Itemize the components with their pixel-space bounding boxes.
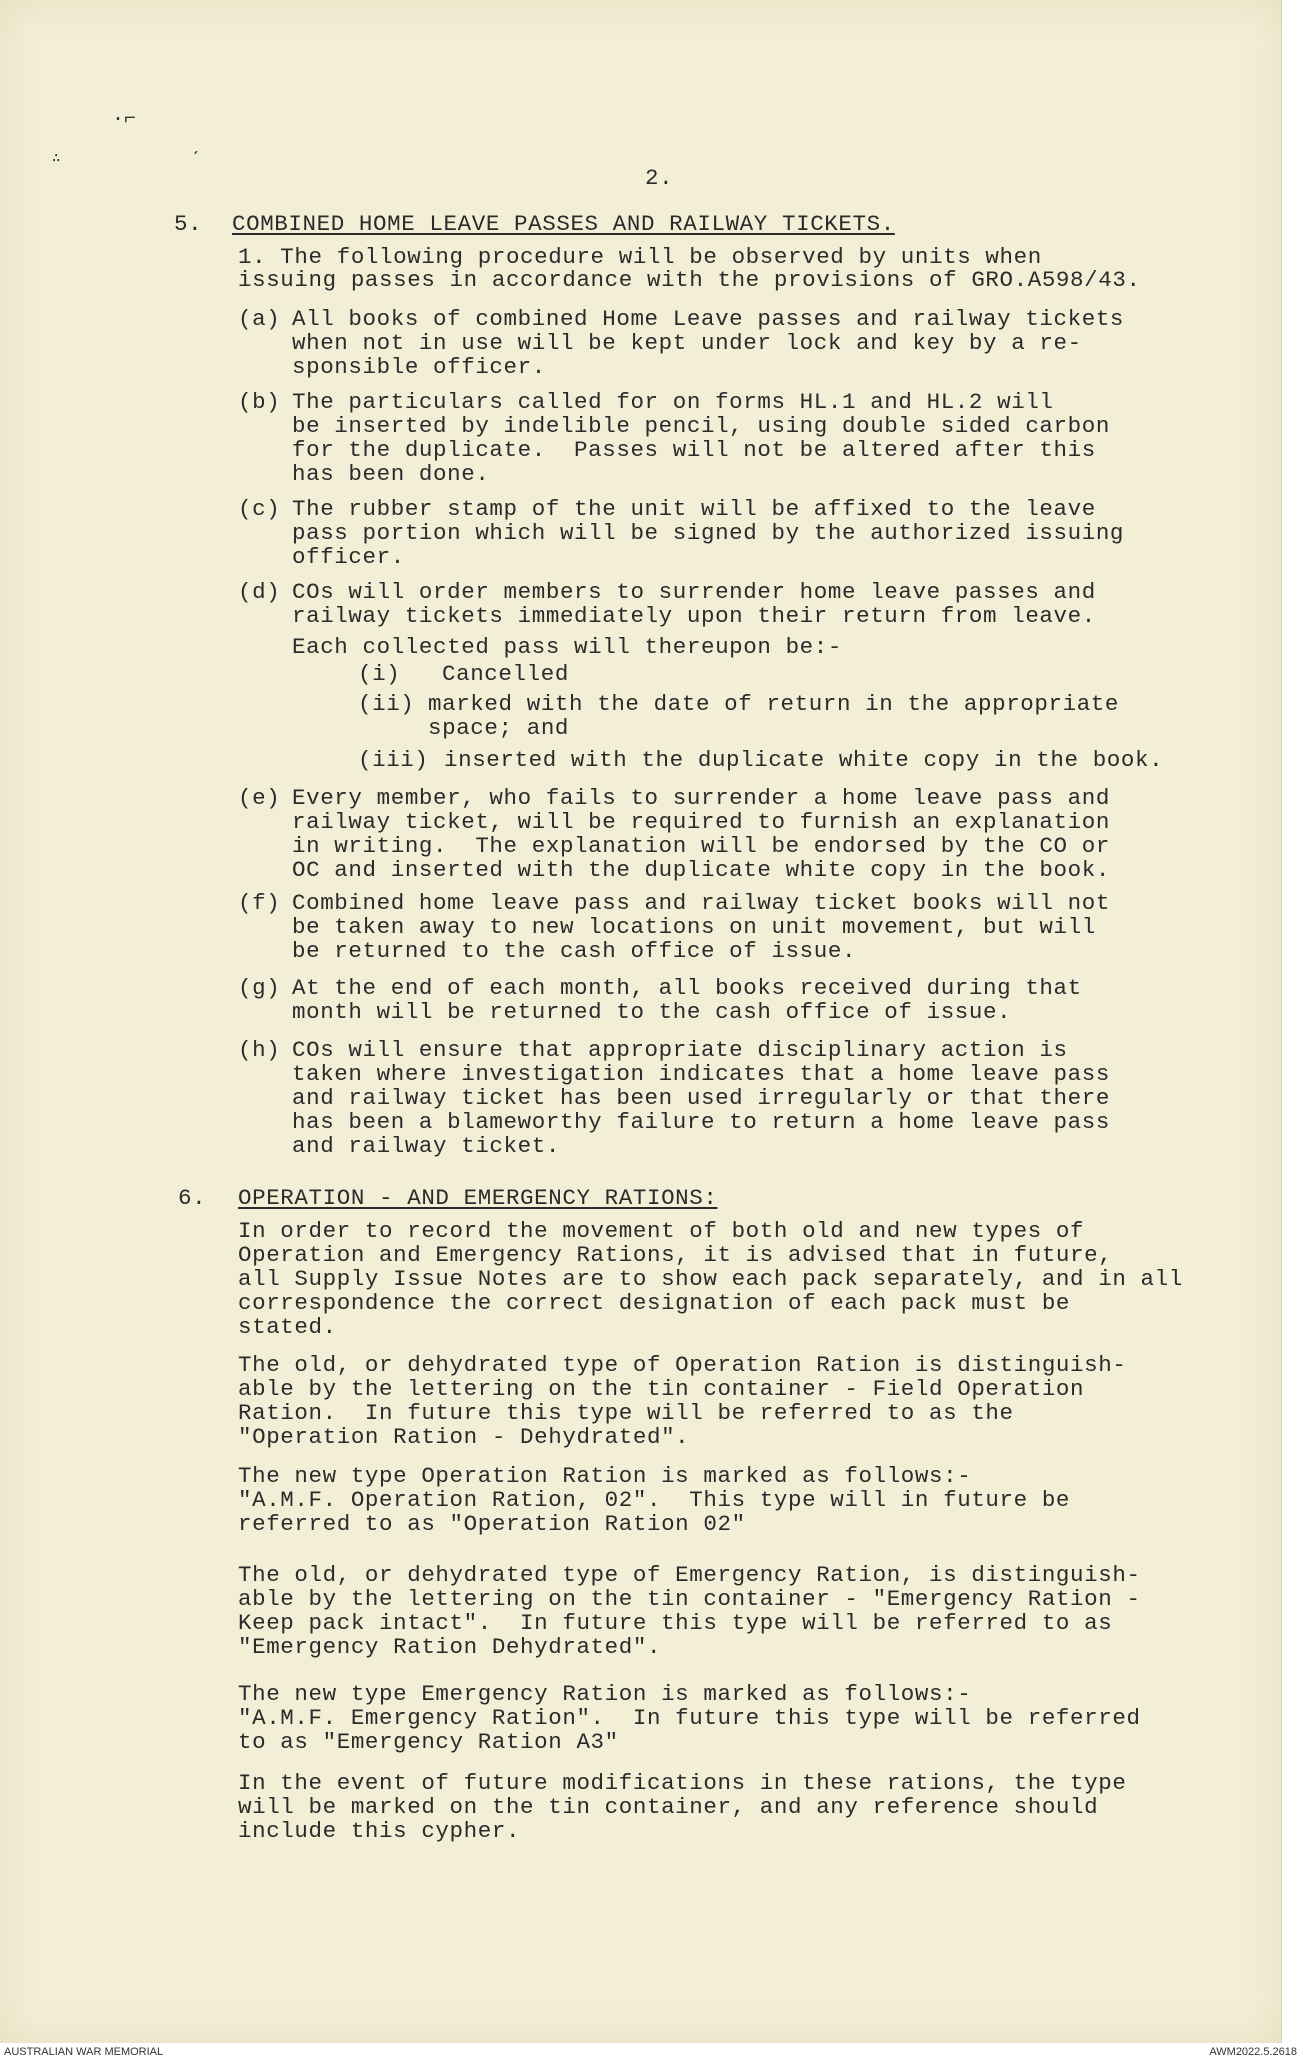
sub-item-label: (iii) <box>358 747 429 773</box>
paragraph-line: The old, or dehydrated type of Emergency Ration, is distinguish- <box>238 1562 1141 1588</box>
page-number: 2. <box>645 165 674 191</box>
list-item-text: At the end of each month, all books received during that <box>292 975 1082 1001</box>
list-item-label: (f) <box>238 890 281 916</box>
paragraph-line: "A.M.F. Operation Ration, 02". This type will in future be <box>238 1487 1071 1513</box>
list-item-label: (b) <box>238 389 281 415</box>
sub-item-text: space; and <box>428 715 570 741</box>
paragraph-line: "A.M.F. Emergency Ration". In future this type will be referred <box>238 1705 1141 1731</box>
ink-mark: ·⌐ <box>112 108 137 131</box>
list-item-text: sponsible officer. <box>292 354 546 380</box>
list-item-label: (h) <box>238 1037 281 1063</box>
page-edge <box>1281 0 1303 2043</box>
list-item-text: has been done. <box>292 461 490 487</box>
sub-item-text: Cancelled <box>442 661 569 687</box>
list-item-label: (g) <box>238 975 281 1001</box>
section-heading: COMBINED HOME LEAVE PASSES AND RAILWAY TICKETS. <box>232 211 895 237</box>
list-item-text: railway tickets immediately upon their return from leave. <box>292 603 1096 629</box>
list-item-label: (e) <box>238 785 281 811</box>
archive-footer <box>0 2043 1303 2061</box>
paragraph-line: "Operation Ration - Dehydrated". <box>238 1424 690 1450</box>
paragraph-line: all Supply Issue Notes are to show each pack separately, and in all <box>238 1266 1183 1292</box>
list-item-text: Every member, who fails to surrender a home leave pass and <box>292 785 1110 811</box>
list-item-text: pass portion which will be signed by the authorized issuing <box>292 520 1125 546</box>
sub-item-label: (ii) <box>358 691 415 717</box>
paragraph-line: will be marked on the tin container, and any reference should <box>238 1794 1099 1820</box>
list-item-text: be inserted by indelible pencil, using double sided carbon <box>292 413 1110 439</box>
list-item-text: in writing. The explanation will be endorsed by the CO or <box>292 833 1110 859</box>
paragraph-line: referred to as "Operation Ration 02" <box>238 1511 746 1537</box>
list-item-label: (d) <box>238 579 281 605</box>
footer-institution: AUSTRALIAN WAR MEMORIAL <box>4 2046 164 2058</box>
list-item-text: and railway ticket. <box>292 1133 560 1159</box>
list-item-text: be returned to the cash office of issue. <box>292 938 857 964</box>
list-item-label: (c) <box>238 496 281 522</box>
list-item-text: COs will order members to surrender home leave passes and <box>292 579 1096 605</box>
paragraph-line: include this cypher. <box>238 1818 521 1844</box>
list-item-text: The rubber stamp of the unit will be affixed to the leave <box>292 496 1096 522</box>
paragraph-line: Operation and Emergency Rations, it is advised that in future, <box>238 1242 1113 1268</box>
list-item-text: and railway ticket has been used irregularly or that there <box>292 1085 1110 1111</box>
section-number: 5. <box>174 211 203 237</box>
list-item-text: The particulars called for on forms HL.1 and HL.2 will <box>292 389 1054 415</box>
list-item-text: COs will ensure that appropriate disciplinary action is <box>292 1037 1068 1063</box>
list-item-text: taken where investigation indicates that a home leave pass <box>292 1061 1110 1087</box>
list-item-text: railway ticket, will be required to furnish an explanation <box>292 809 1110 835</box>
paragraph-line: able by the lettering on the tin container - "Emergency Ration - <box>238 1586 1141 1612</box>
list-item-label: (a) <box>238 306 281 332</box>
paragraph-line: able by the lettering on the tin container - Field Operation <box>238 1376 1085 1402</box>
paragraph-line: In order to record the movement of both old and new types of <box>238 1218 1085 1244</box>
paragraph-line: 1. The following procedure will be observed by units when <box>238 244 1042 270</box>
sub-item-label: (i) <box>358 661 401 687</box>
paragraph-line: Keep pack intact". In future this type will be referred to as <box>238 1610 1113 1636</box>
list-item-text: for the duplicate. Passes will not be altered after this <box>292 437 1096 463</box>
ink-mark: ∴ <box>52 151 61 167</box>
paragraph-line: correspondence the correct designation of each pack must be <box>238 1290 1071 1316</box>
list-item-text: when not in use will be kept under lock and key by a re- <box>292 330 1082 356</box>
footer-reference: AWM2022.5.2618 <box>1209 2046 1297 2058</box>
list-item-text: Combined home leave pass and railway ticket books will not <box>292 890 1110 916</box>
paragraph-line: The new type Emergency Ration is marked as follows:- <box>238 1681 972 1707</box>
paragraph-line: In the event of future modifications in these rations, the type <box>238 1770 1127 1796</box>
list-item-text: OC and inserted with the duplicate white copy in the book. <box>292 857 1110 883</box>
paragraph-line: stated. <box>238 1314 337 1340</box>
ink-mark: ˊ <box>190 150 203 173</box>
paragraph-line: to as "Emergency Ration A3" <box>238 1729 619 1755</box>
list-item-text: be taken away to new locations on unit movement, but will <box>292 914 1096 940</box>
paragraph-line: issuing passes in accordance with the provisions of GRO.A598/43. <box>238 267 1141 293</box>
paragraph-line: The old, or dehydrated type of Operation Ration is distinguish- <box>238 1352 1127 1378</box>
paragraph-line: Ration. In future this type will be referred to as the <box>238 1400 1014 1426</box>
list-item-text: Each collected pass will thereupon be:- <box>292 634 842 660</box>
section-number: 6. <box>178 1185 207 1211</box>
sub-item-text: inserted with the duplicate white copy in the book. <box>444 747 1164 773</box>
list-item-text: has been a blameworthy failure to return a home leave pass <box>292 1109 1110 1135</box>
paragraph-line: The new type Operation Ration is marked as follows:- <box>238 1463 972 1489</box>
sub-item-text: marked with the date of return in the appropriate <box>428 691 1120 717</box>
list-item-text: officer. <box>292 544 405 570</box>
list-item-text: month will be returned to the cash office of issue. <box>292 999 1012 1025</box>
list-item-text: All books of combined Home Leave passes and railway tickets <box>292 306 1125 332</box>
paragraph-line: "Emergency Ration Dehydrated". <box>238 1634 662 1660</box>
section-heading: OPERATION - AND EMERGENCY RATIONS: <box>238 1185 718 1211</box>
